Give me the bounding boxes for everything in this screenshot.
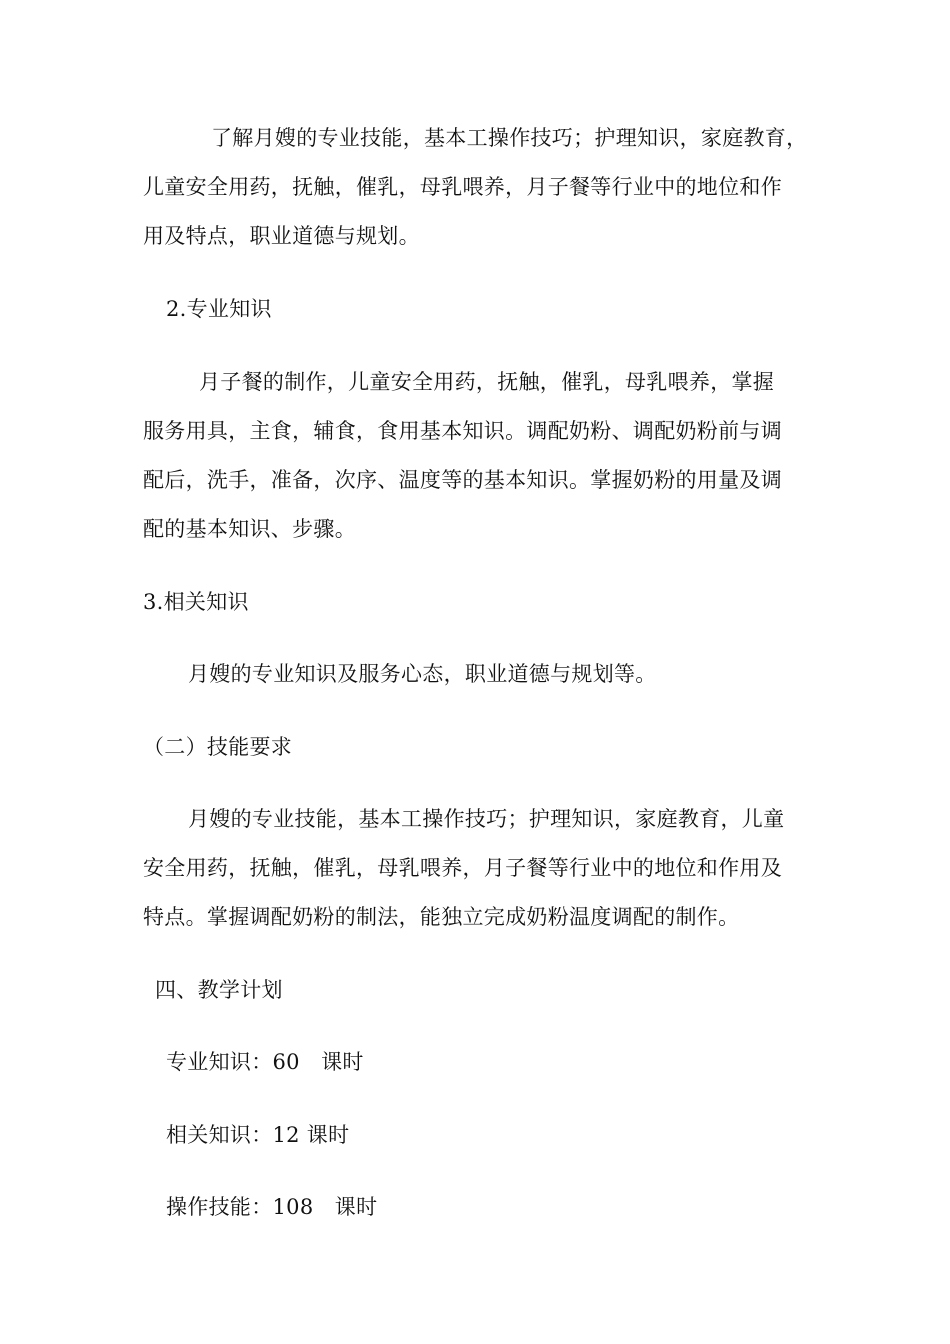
plan-item-operation-skills-hours: 操作技能：108 课时	[166, 1195, 378, 1219]
section-heading-professional-knowledge: 2.专业知识	[166, 297, 272, 321]
plan-item-related-knowledge-hours: 相关知识：12 课时	[166, 1123, 350, 1147]
paragraph-1-line-1: 了解月嫂的专业技能，基本工操作技巧；护理知识，家庭教育，	[211, 126, 808, 150]
paragraph-4-line-2: 安全用药，抚触，催乳，母乳喂养，月子餐等行业中的地位和作用及	[143, 856, 782, 880]
paragraph-2-line-1: 月子餐的制作，儿童安全用药，抚触，催乳，母乳喂养，掌握	[199, 370, 775, 394]
paragraph-2-line-3: 配后，洗手，准备，次序、温度等的基本知识。掌握奶粉的用量及调	[143, 468, 782, 492]
paragraph-1-line-3: 用及特点，职业道德与规划。	[143, 224, 420, 248]
section-heading-teaching-plan: 四、教学计划	[155, 978, 283, 1002]
section-heading-skill-requirements: （二）技能要求	[143, 735, 293, 759]
paragraph-2-line-4: 配的基本知识、步骤。	[143, 517, 356, 541]
paragraph-1-line-2: 儿童安全用药，抚触，催乳，母乳喂养，月子餐等行业中的地位和作	[143, 175, 782, 199]
paragraph-2-line-2: 服务用具，主食，辅食，食用基本知识。调配奶粉、调配奶粉前与调	[143, 419, 782, 443]
paragraph-4-line-3: 特点。掌握调配奶粉的制法，能独立完成奶粉温度调配的制作。	[143, 905, 740, 929]
section-heading-related-knowledge: 3.相关知识	[143, 590, 249, 614]
plan-item-professional-knowledge-hours: 专业知识：60 课时	[166, 1050, 364, 1074]
paragraph-3-line-1: 月嫂的专业知识及服务心态，职业道德与规划等。	[188, 662, 657, 686]
paragraph-4-line-1: 月嫂的专业技能，基本工操作技巧；护理知识，家庭教育，儿童	[188, 807, 785, 831]
